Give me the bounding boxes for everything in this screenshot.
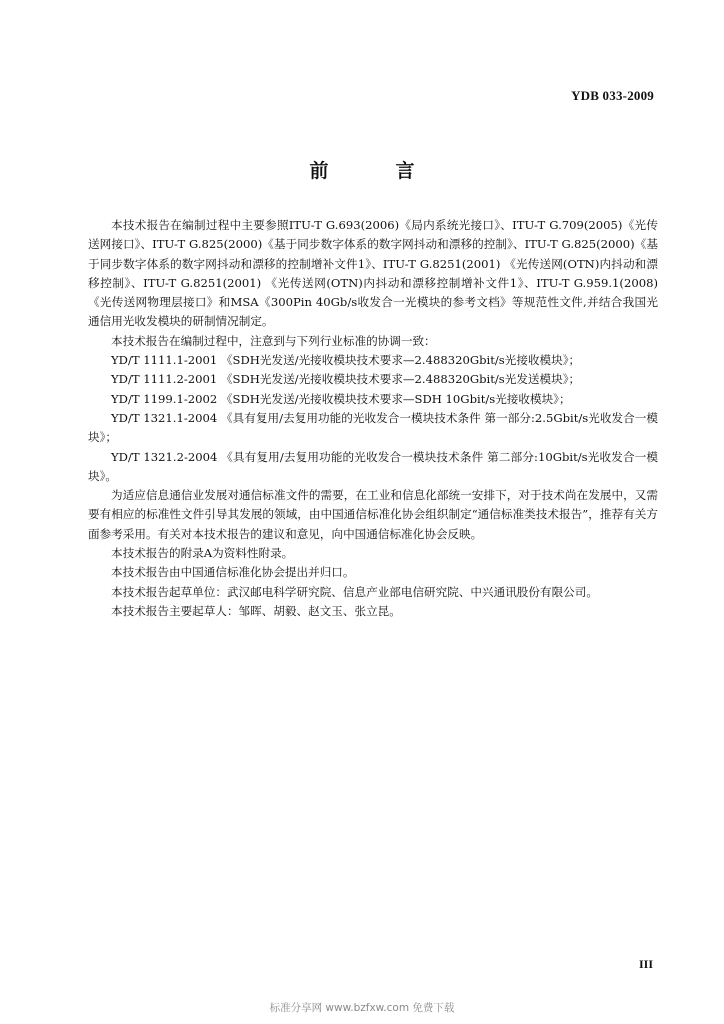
paragraph-purpose: 为适应信息通信业发展对通信标准文件的需要，在工业和信息化部统一安排下，对于技术尚在发展中，又需要有相应的标准性文件引导其发展的领域，由中国通信标准化协会组织制定“通信标准类技术报告”，推荐有关方面参考采用。有关对本技术报告的建议和意见，向中国通信标准化协会反映。 <box>88 488 658 541</box>
foreword-body <box>88 216 658 621</box>
page-title: 前 言 <box>309 160 439 182</box>
paragraph-drafting-units: 本技术报告起草单位：武汉邮电科学研究院、信息产业部电信研究院、中兴通讯股份有限公司。 <box>111 584 598 599</box>
paragraph-drafters: 本技术报告主要起草人：邹晖、胡毅、赵文玉、张立昆。 <box>111 603 401 618</box>
paragraph-std-1: YD/T 1111.1-2001 《SDH光发送/光接收模块技术要求—2.488320Gbit/s光接收模块》； <box>111 353 581 368</box>
paragraph-intro: 本技术报告在编制过程中主要参照ITU-T G.693(2006)《局内系统光接口》、ITU-T G.709(2005)《光传送网接口》、ITU-T G.825(2000)《基于同步数字体系的数字网抖动和漂移的控制》、ITU-T G.825(2000)《基于同步数字体系的数字网抖动和漂移的控制增补文件1》、ITU-T G.8251(2001) 《光传送网(OTN)内抖动和漂移控制》、ITU-T G.8251(2001) 《光传送网(OTN)内抖动和漂移控制增补文件1》、ITU-T G.959.1(2008) 《光传送网物理层接口》和MSA《300Pin 40Gb/s收发合一光模块的参考文档》等规范性文件,并结合我国光通信用光收发模块的研制情况制定。 <box>88 218 658 329</box>
paragraph-appendix: 本技术报告的附录A为资料性附录。 <box>111 546 294 561</box>
watermark-text: 标准分享网 www.bzfxw.com 免费下载 <box>269 1002 455 1014</box>
page-number: III <box>638 957 653 971</box>
standard-number: YDB 033-2009 <box>571 88 654 103</box>
paragraph-std-4: YD/T 1321.1-2004 《具有复用/去复用功能的光收发合一模块技术条件 第一部分:2.5Gbit/s光收发合一模块》； <box>88 410 658 445</box>
paragraph-std-3: YD/T 1199.1-2002 《SDH光发送/光接收模块技术要求—SDH 10Gbit/s光接收模块》； <box>111 391 571 406</box>
paragraph-std-2: YD/T 1111.2-2001 《SDH光发送/光接收模块技术要求—2.488320Gbit/s光发送模块》； <box>111 372 581 387</box>
paragraph-std-5: YD/T 1321.2-2004 《具有复用/去复用功能的光收发合一模块技术条件 第二部分:10Gbit/s光收发合一模块》。 <box>88 449 658 483</box>
paragraph-coordination: 本技术报告在编制过程中，注意到与下列行业标准的协调一致： <box>111 333 436 348</box>
paragraph-proposer: 本技术报告由中国通信标准化协会提出并归口。 <box>111 565 355 580</box>
